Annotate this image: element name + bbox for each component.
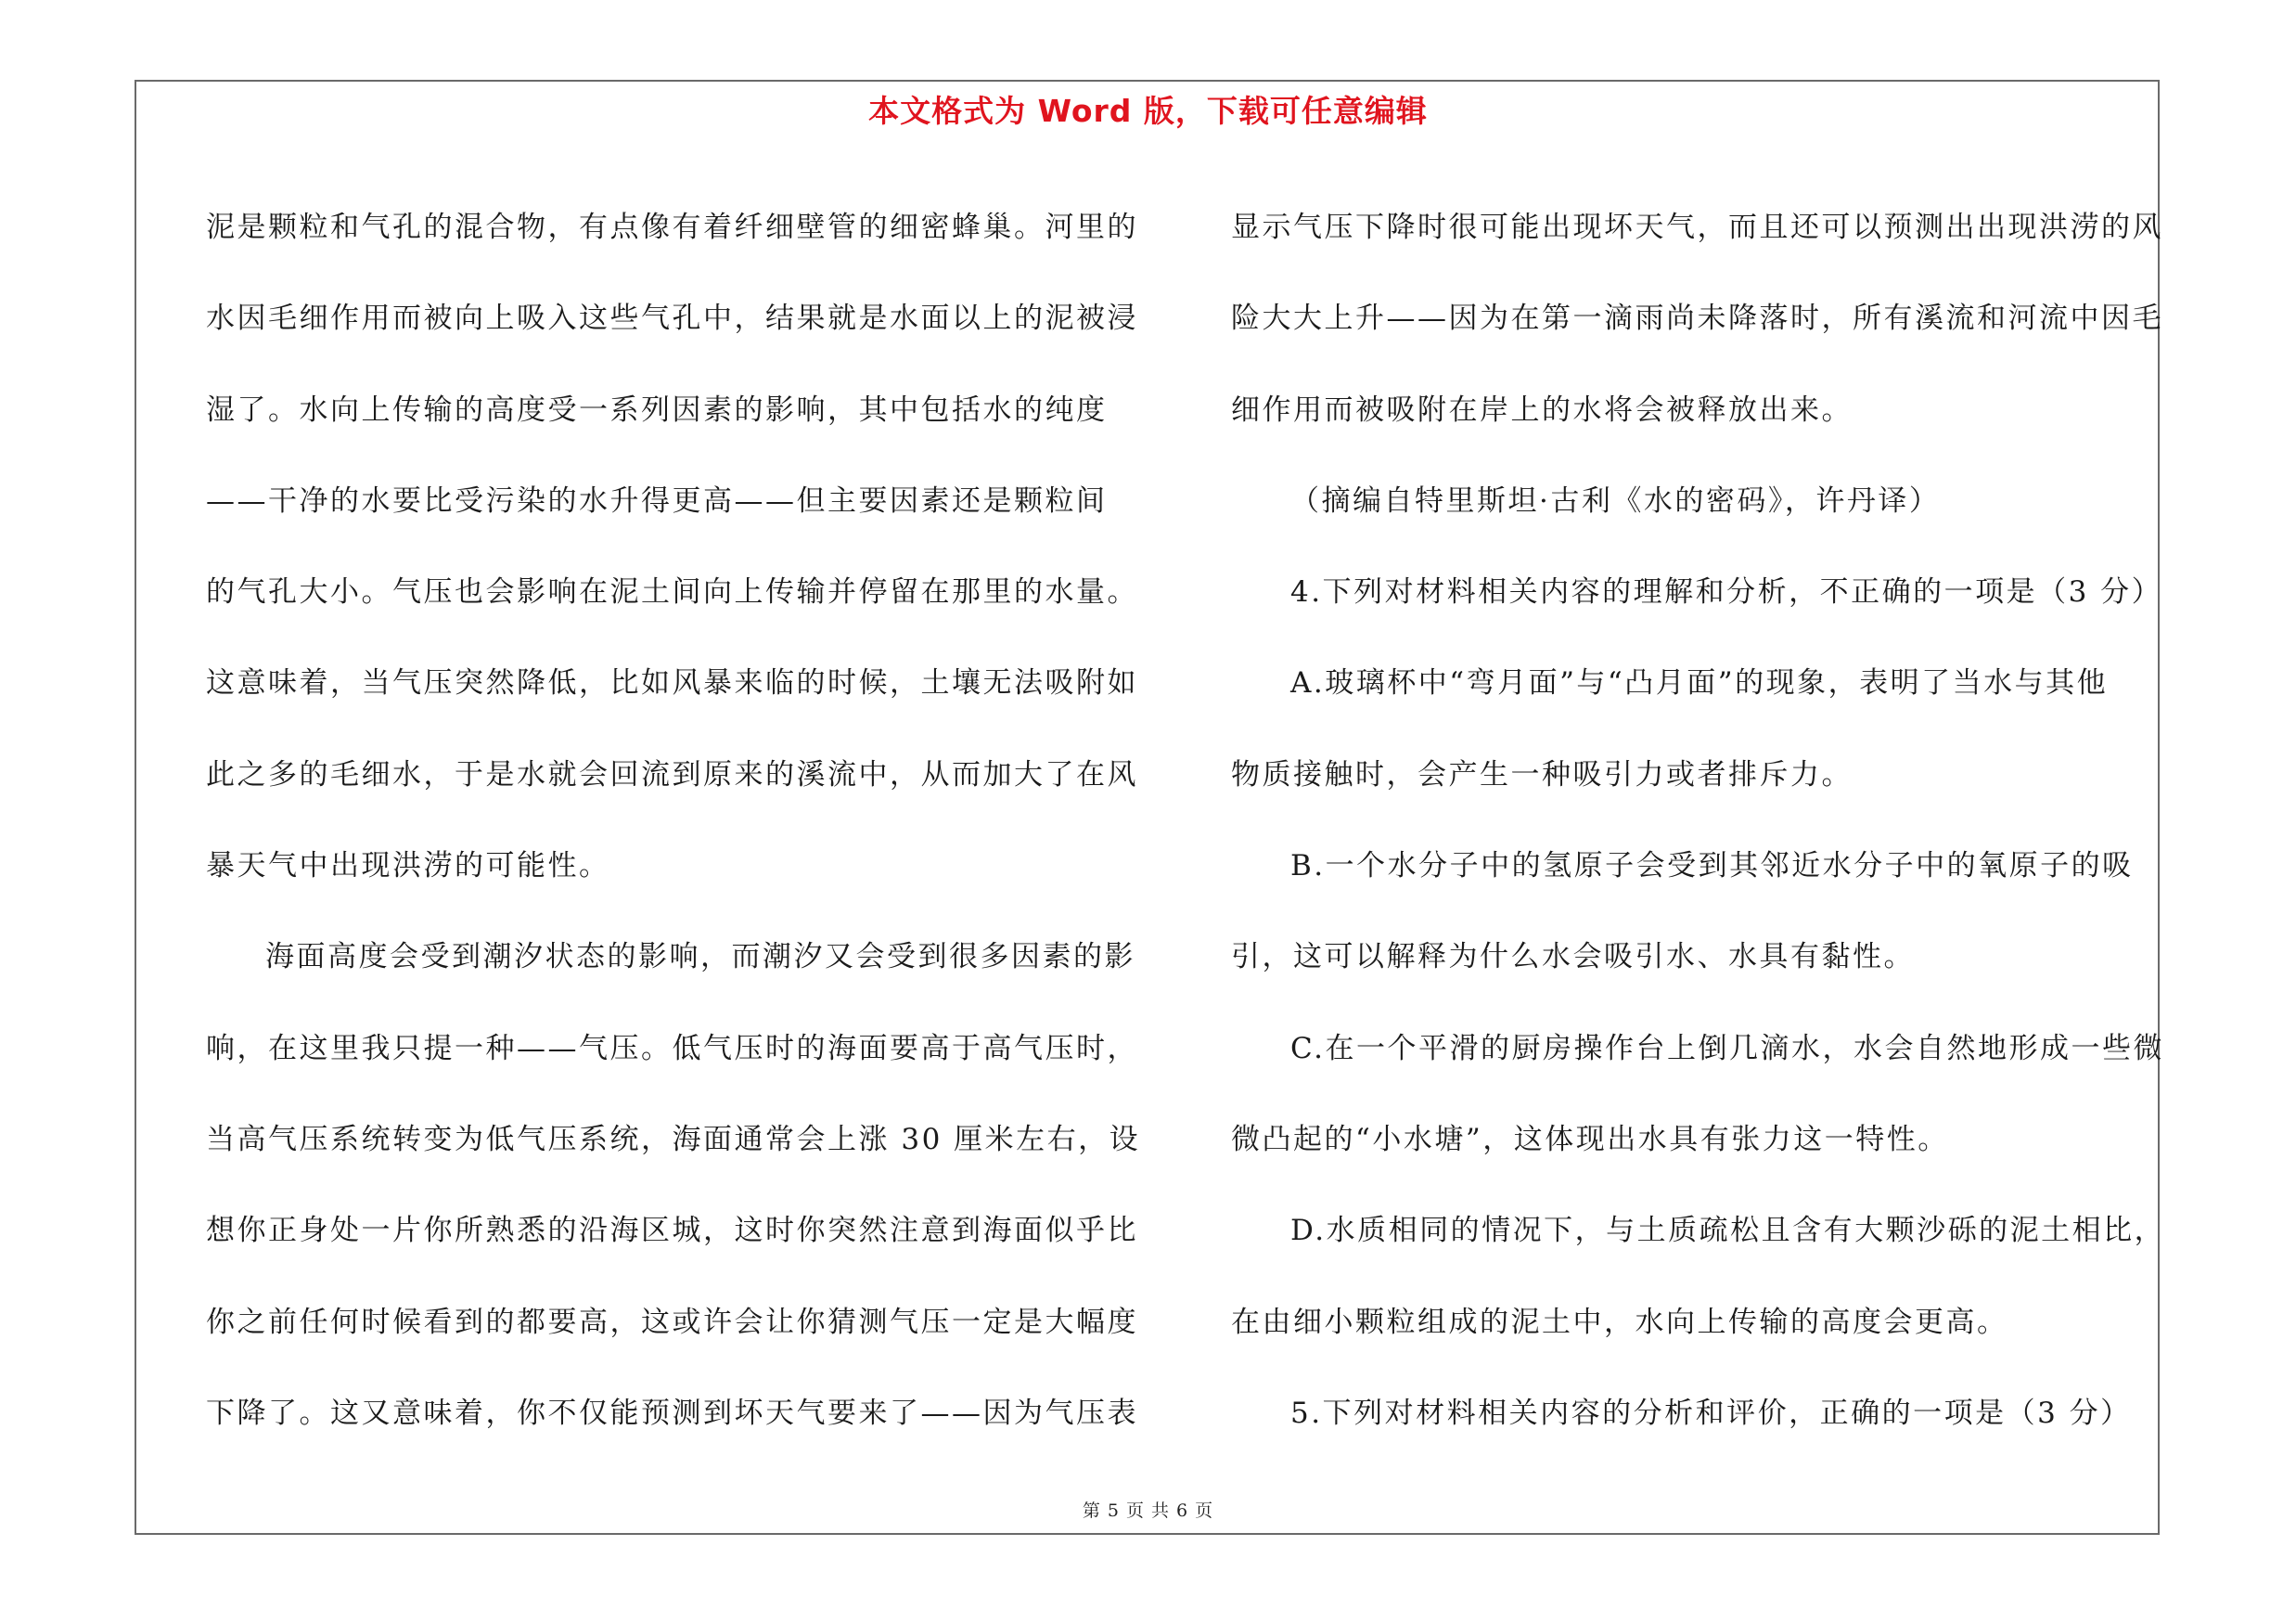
text-line: 响，在这里我只提一种——气压。低气压时的海面要高于高气压时， — [206, 1031, 1138, 1065]
text-line: 泥是颗粒和气孔的混合物，有点像有着纤细壁管的细密蜂巢。河里的 — [206, 211, 1138, 244]
text-line: 当高气压系统转变为低气压系统，海面通常会上涨 30 厘米左右，设 — [206, 1122, 1141, 1156]
page-number: 第 5 页 共 6 页 — [1082, 1501, 1214, 1521]
option-4a: A.玻璃杯中“弯月面”与“凸月面”的现象，表明了当水与其他 — [1290, 666, 2109, 701]
text-line: 的气孔大小。气压也会影响在泥土间向上传输并停留在那里的水量。 — [206, 575, 1138, 610]
text-line: 细作用而被吸附在岸上的水将会被释放出来。 — [1231, 393, 1853, 427]
text-line: 在由细小颗粒组成的泥土中，水向上传输的高度会更高。 — [1231, 1305, 2008, 1339]
option-4b: B.一个水分子中的氢原子会受到其邻近水分子中的氧原子的吸 — [1290, 849, 2134, 883]
text-line: 暴天气中出现洪涝的可能性。 — [206, 849, 610, 883]
right-column — [1231, 182, 2166, 1459]
header-banner: 本文格式为 Word 版，下载可任意编辑 — [868, 93, 1428, 129]
text-line: 此之多的毛细水，于是水就会回流到原来的溪流中，从而加大了在风 — [206, 757, 1138, 792]
text-line: 下降了。这又意味着，你不仅能预测到坏天气要来了——因为气压表 — [206, 1396, 1138, 1430]
question-5: 5.下列对材料相关内容的分析和评价，正确的一项是（3 分） — [1290, 1396, 2132, 1430]
text-line: 险大大上升——因为在第一滴雨尚未降落时，所有溪流和河流中因毛 — [1231, 302, 2163, 336]
option-4d: D.水质相同的情况下，与土质疏松且含有大颗沙砾的泥土相比， — [1290, 1214, 2166, 1248]
text-line: 物质接触时，会产生一种吸引力或者排斥力。 — [1231, 757, 1853, 792]
text-line: 这意味着，当气压突然降低，比如风暴来临的时候，土壤无法吸附如 — [206, 666, 1138, 701]
paragraph-start-line: 海面高度会受到潮汐状态的影响，而潮汐又会受到很多因素的影 — [265, 940, 1135, 974]
text-line: 微凸起的“小水塘”，这体现出水具有张力这一特性。 — [1231, 1122, 1949, 1156]
text-line: 湿了。水向上传输的高度受一系列因素的影响，其中包括水的纯度 — [206, 393, 1108, 427]
question-4: 4.下列对材料相关内容的理解和分析，不正确的一项是（3 分） — [1290, 575, 2163, 610]
text-line: 引，这可以解释为什么水会吸引水、水具有黏性。 — [1231, 940, 1915, 974]
text-line: 水因毛细作用而被向上吸入这些气孔中，结果就是水面以上的泥被浸 — [206, 302, 1138, 336]
text-line: 想你正身处一片你所熟悉的沿海区城，这时你突然注意到海面似乎比 — [206, 1214, 1138, 1248]
option-4c: C.在一个平滑的厨房操作台上倒几滴水，水会自然地形成一些微 — [1290, 1031, 2164, 1065]
source-citation: （摘编自特里斯坦·古利《水的密码》，许丹译） — [1290, 483, 1941, 518]
text-line: 显示气压下降时很可能出现坏天气，而且还可以预测出出现洪涝的风 — [1231, 211, 2163, 244]
left-column — [206, 182, 1171, 1459]
text-line: ——干净的水要比受污染的水升得更高——但主要因素还是颗粒间 — [206, 483, 1108, 518]
text-line: 你之前任何时候看到的都要高，这或许会让你猜测气压一定是大幅度 — [206, 1305, 1138, 1339]
